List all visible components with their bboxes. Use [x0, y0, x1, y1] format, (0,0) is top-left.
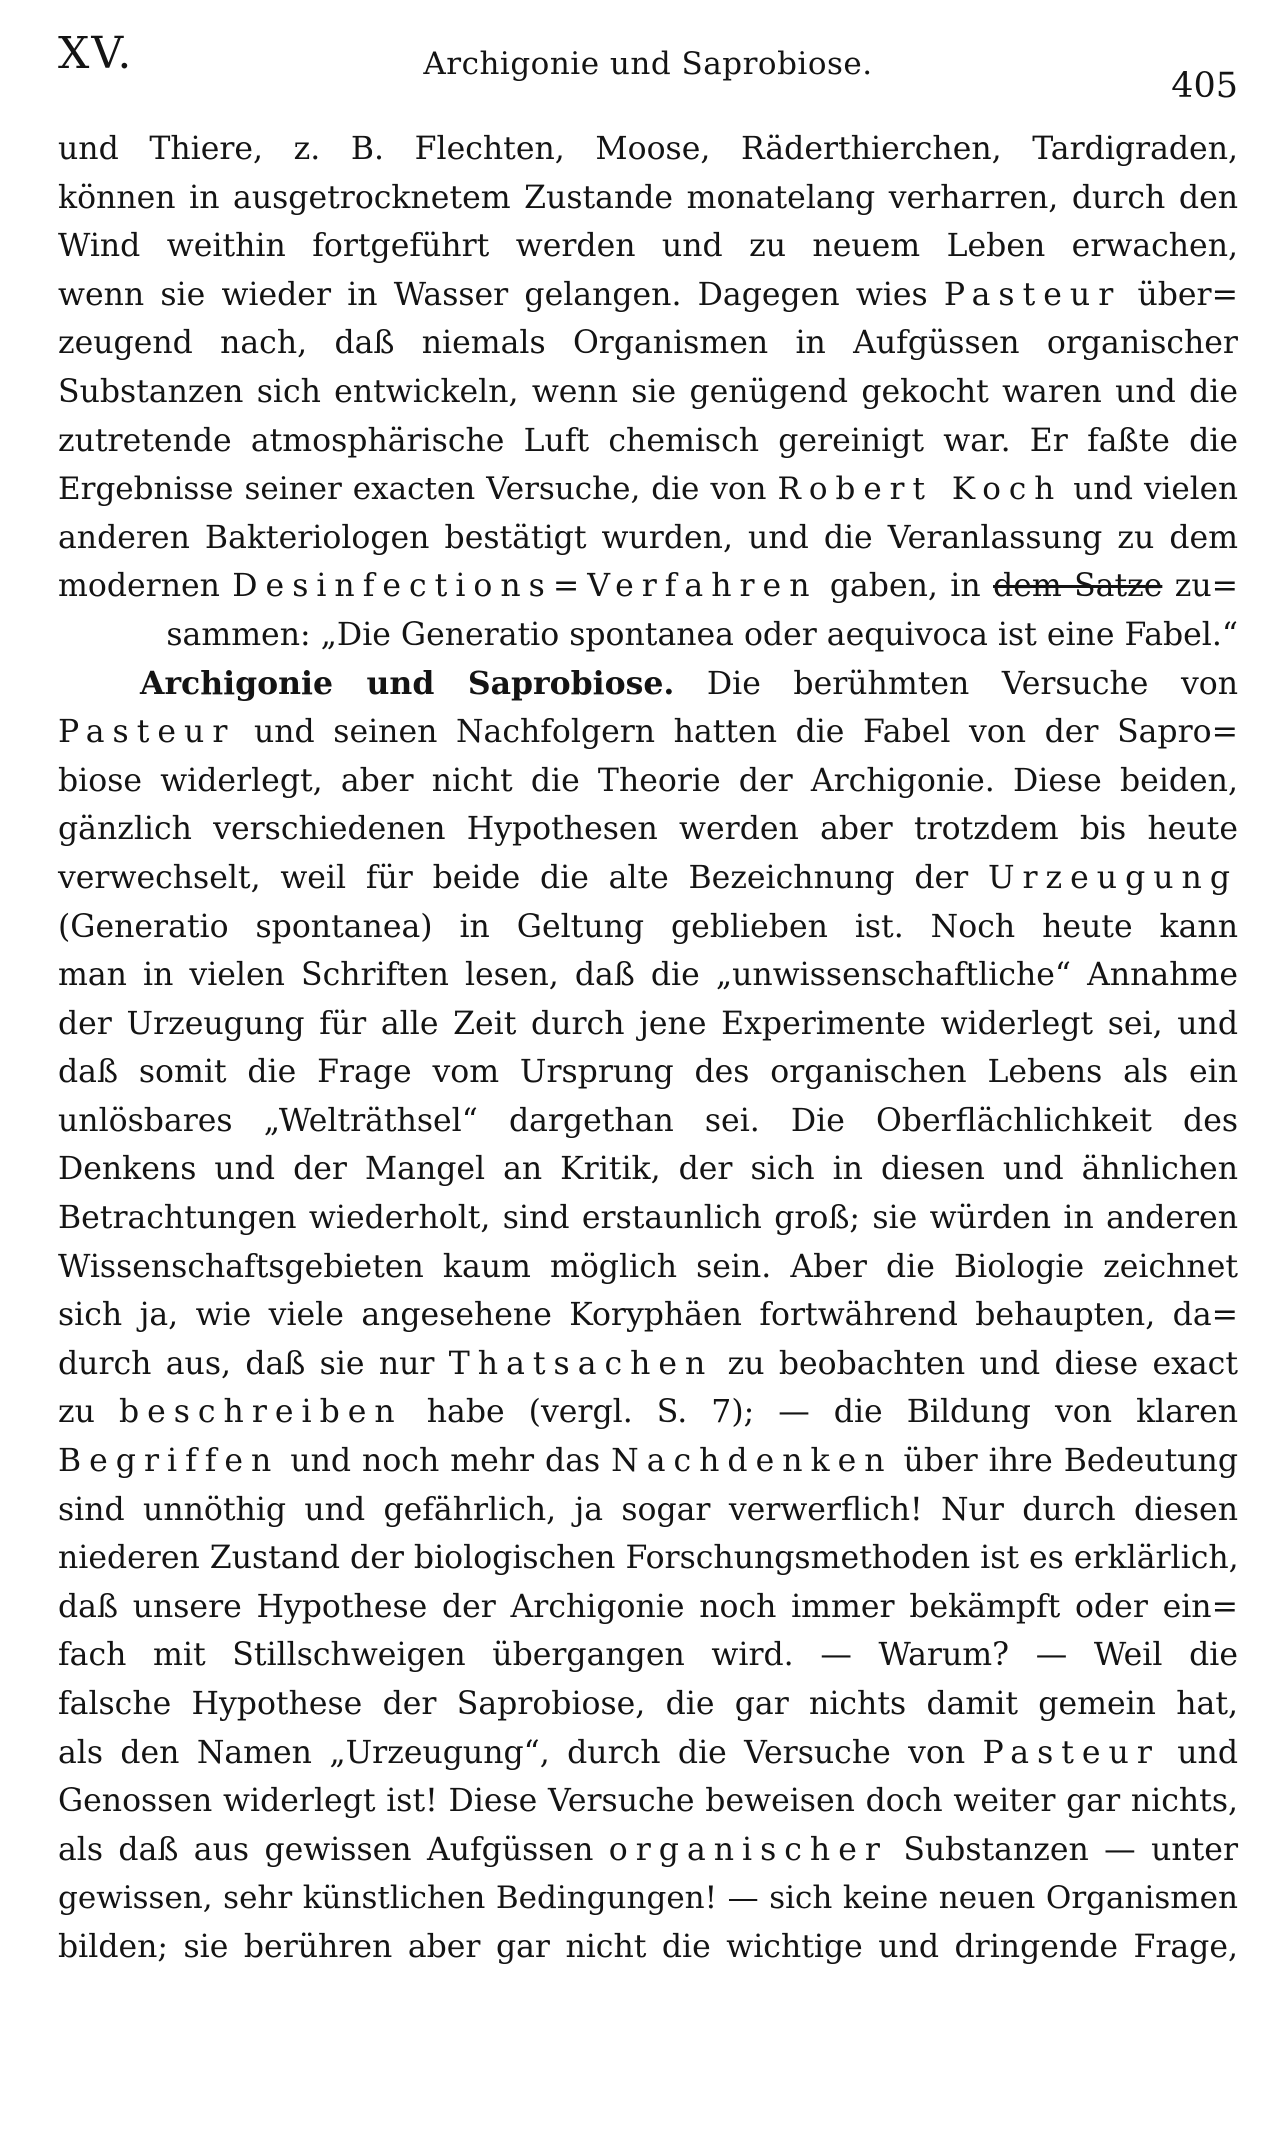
spaced-term: Thatsachen	[448, 1345, 714, 1382]
text-line: gänzlich verschiedenen Hypothesen werden aber trotzdem bis heute	[58, 811, 1238, 848]
text-segment: und vielen	[1073, 471, 1238, 508]
text-line	[58, 1729, 1238, 1778]
text-segment: und	[1177, 1734, 1238, 1771]
text-line	[58, 465, 1238, 514]
text-line: fach mit Stillschweigen übergangen wird. — Warum? — Weil die	[58, 1637, 1238, 1674]
text-line: unlösbares „Welträthsel“ dargethan sei. Die Oberflächlichkeit des	[58, 1102, 1238, 1139]
text-line: (Generatio spontanea) in Geltung geblieben ist. Noch heute kann	[58, 908, 1238, 945]
body-text	[58, 125, 1238, 1972]
text-line: Genossen widerlegt ist! Diese Versuche beweisen doch weiter gar nichts,	[58, 1783, 1238, 1820]
text-line: anderen Bakteriologen bestätigt wurden, und die Veranlassung zu dem	[58, 519, 1238, 556]
text-line: man in vielen Schriften lesen, daß die „unwissenschaftliche“ Annahme	[58, 957, 1238, 994]
text-line: biose widerlegt, aber nicht die Theorie der Archigonie. Diese beiden,	[58, 762, 1238, 799]
text-line: Substanzen sich entwickeln, wenn sie genügend gekocht waren und die	[58, 373, 1238, 410]
text-line	[58, 1437, 1238, 1486]
text-line: und Thiere, z. B. Flechten, Moose, Räderthierchen, Tardigraden,	[58, 131, 1238, 167]
text-line	[58, 1826, 1238, 1875]
text-segment: Ergebnisse seiner exacten Versuche, die von	[58, 471, 767, 508]
spaced-term: Desinfections=Verfahren	[232, 568, 818, 605]
text-line: daß somit die Frage vom Ursprung des organischen Lebens als ein	[58, 1054, 1238, 1091]
spaced-term: beschreiben	[118, 1394, 403, 1431]
text-segment: über=	[1137, 276, 1238, 313]
text-line: Wind weithin fortgeführt werden und zu neuem Leben erwachen,	[58, 228, 1238, 265]
section-heading: Archigonie und Saprobiose.	[140, 664, 675, 702]
text-line: daß unsere Hypothese der Archigonie noch immer bekämpft oder ein=	[58, 1588, 1238, 1625]
text-line: falsche Hypothese der Saprobiose, die gar nichts damit gemein hat,	[58, 1686, 1238, 1722]
text-segment: Die berühmten Versuche von	[706, 665, 1238, 702]
text-line: Wissenschaftsgebieten kaum möglich sein. Aber die Biologie zeichnet	[58, 1248, 1238, 1285]
text-segment: zu=	[1174, 568, 1238, 605]
text-line: der Urzeugung für alle Zeit durch jene Experimente widerlegt sei, und	[58, 1005, 1238, 1042]
text-segment: modernen	[58, 568, 220, 605]
spaced-name: Pasteur	[58, 714, 236, 751]
text-line: zutretende atmosphärische Luft chemisch gereinigt war. Er faßte die	[58, 422, 1238, 459]
spaced-term: Begriffen	[58, 1443, 280, 1480]
text-segment: Substanzen — unter	[903, 1831, 1238, 1868]
text-line	[58, 1388, 1238, 1437]
text-segment: über ihre Bedeutung	[903, 1443, 1238, 1480]
text-line: zeugend nach, daß niemals Organismen in Aufgüssen organischer	[58, 325, 1238, 362]
text-segment: habe (vergl. S. 7); — die Bildung von klaren	[426, 1394, 1238, 1431]
text-line	[58, 708, 1238, 757]
spaced-term: Urzeugung	[987, 859, 1238, 896]
text-line: Denkens und der Mangel an Kritik, der sich in diesen und ähnlichen	[58, 1151, 1238, 1188]
text-line	[58, 271, 1238, 320]
spaced-name: Pasteur	[943, 276, 1122, 313]
text-segment: wenn sie wieder in Wasser gelangen. Dagegen wies	[58, 276, 928, 313]
page-number: 405	[1171, 66, 1238, 106]
text-line	[58, 562, 1238, 611]
text-line	[58, 854, 1238, 903]
text-segment: durch aus, daß sie nur	[58, 1345, 435, 1382]
spaced-term: organischer	[608, 1831, 888, 1868]
running-title: Archigonie und Saprobiose.	[423, 46, 873, 82]
text-line: bilden; sie berühren aber gar nicht die wichtige und dringende Frage,	[58, 1928, 1238, 1965]
text-line: können in ausgetrocknetem Zustande monatelang verharren, durch den	[58, 179, 1238, 216]
text-segment: als daß aus gewissen Aufgüssen	[58, 1831, 594, 1868]
spaced-name: Robert Koch	[777, 471, 1063, 508]
text-segment: zu	[58, 1394, 95, 1431]
text-segment: gaben, in	[829, 568, 981, 605]
spaced-term: Nachdenken	[611, 1443, 893, 1480]
text-line: sind unnöthig und gefährlich, ja sogar verwerflich! Nur durch diesen	[58, 1491, 1238, 1528]
struck-text: dem Satze	[993, 568, 1163, 605]
text-line: niederen Zustand der biologischen Forschungsmethoden ist es erklärlich,	[58, 1540, 1239, 1577]
chapter-numeral: XV.	[58, 28, 134, 79]
text-line: sich ja, wie viele angesehene Koryphäen fortwährend behaupten, da=	[58, 1297, 1238, 1334]
text-line: Betrachtungen wiederholt, sind erstaunlich groß; sie würden in anderen	[58, 1200, 1238, 1237]
running-head	[58, 24, 1238, 106]
text-segment: und seinen Nachfolgern hatten die Fabel von der Sapro=	[253, 714, 1239, 751]
text-line: sammen: „Die Generatio spontanea oder aequivoca ist eine Fabel.“	[166, 616, 1238, 653]
text-line	[58, 1340, 1238, 1389]
text-segment: und noch mehr das	[290, 1443, 601, 1480]
text-segment: als den Namen „Urzeugung“, durch die Versuche von	[58, 1734, 966, 1771]
text-line: gewissen, sehr künstlichen Bedingungen! — sich keine neuen Organismen	[58, 1880, 1238, 1917]
spaced-name: Pasteur	[982, 1734, 1160, 1771]
text-segment: zu beobachten und diese exact	[727, 1345, 1238, 1382]
text-line	[58, 660, 1238, 709]
text-segment: verwechselt, weil für beide die alte Bezeichnung der	[58, 859, 969, 896]
